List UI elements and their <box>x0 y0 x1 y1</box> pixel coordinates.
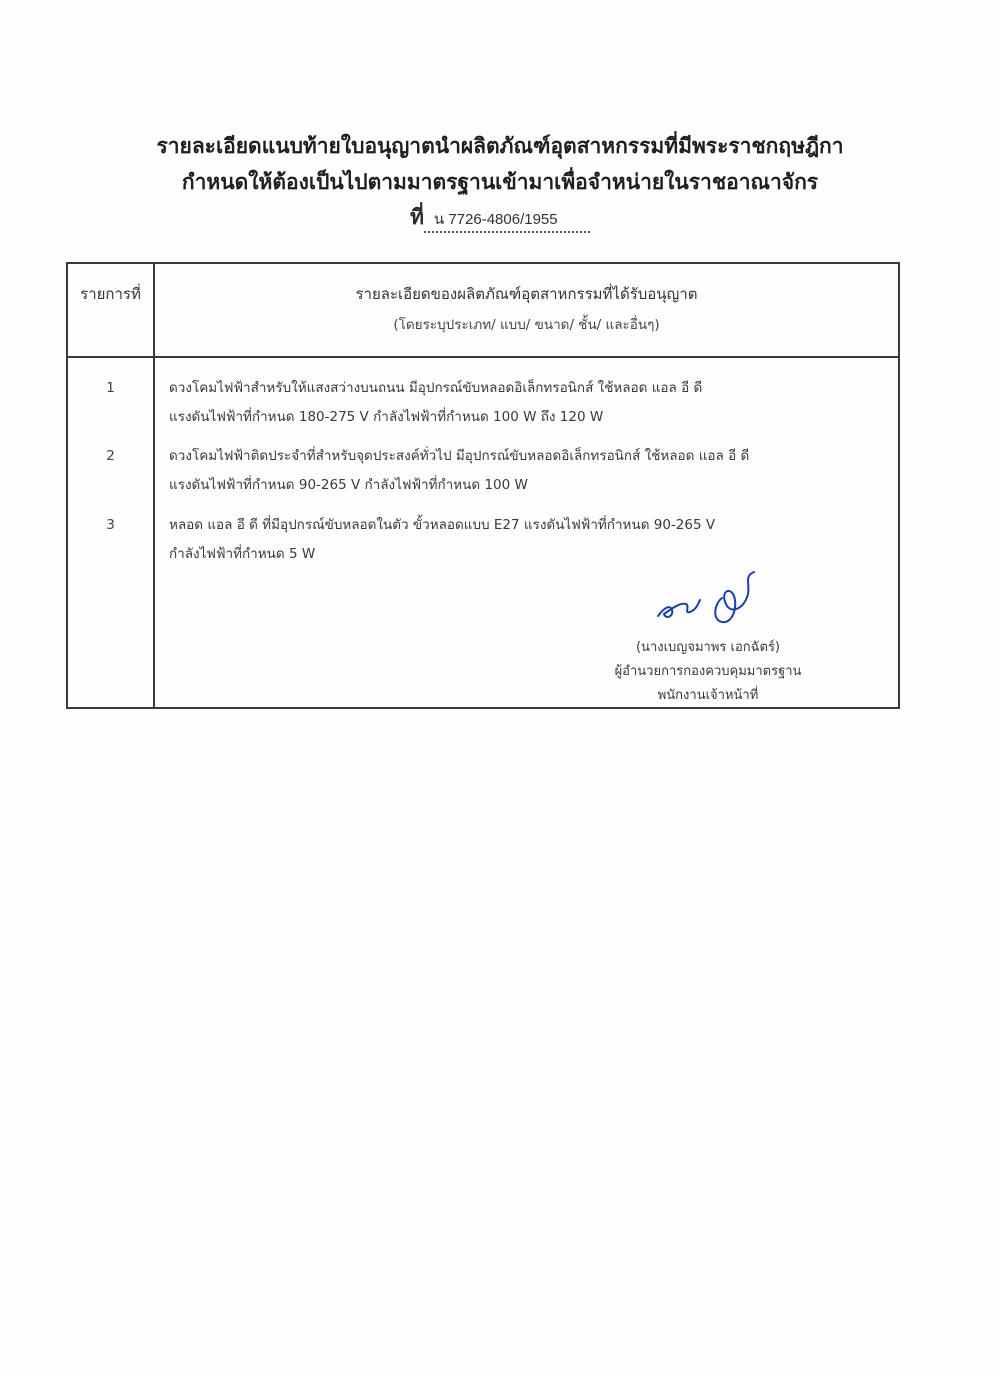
item-description-line: ดวงโคมไฟฟ้าสำหรับให้แสงสว่างบนถนน มีอุปกรณ์ขับหลอดอิเล็กทรอนิกส์ ใช้หลอด แอล อี ดี <box>169 380 703 396</box>
item-description <box>169 511 894 569</box>
handwritten-signature <box>650 564 780 636</box>
item-description-line: ดวงโคมไฟฟ้าติดประจำที่สำหรับจุดประสงค์ทั่วไป มีอุปกรณ์ขับหลอดอิเล็กทรอนิกส์ ใช้หลอด แอล อี ดี <box>169 448 750 464</box>
document-number-value: น 7726-4806/1955 <box>424 209 590 233</box>
document-header <box>0 128 1000 233</box>
signatory-name: (นางเบญจมาพร เอกฉัตร์) <box>635 640 781 655</box>
title-line-1: รายละเอียดแนบท้ายใบอนุญาตนำผลิตภัณฑ์อุตสาหกรรมที่มีพระราชกฤษฎีกา <box>156 133 844 158</box>
item-number: 1 <box>106 380 115 396</box>
document-number-row <box>0 202 1000 233</box>
item-description-line: แรงดันไฟฟ้าที่กำหนด 180-275 V กำลังไฟฟ้าที่กำหนด 100 W ถึง 120 W <box>169 409 604 425</box>
item-description-line: หลอด แอล อี ดี ที่มีอุปกรณ์ขับหลอดในตัว ขั้วหลอดแบบ E27 แรงดันไฟฟ้าที่กำหนด 90-265 V <box>169 517 716 533</box>
header-row-divider <box>68 356 898 358</box>
item-description-line: กำลังไฟฟ้าที่กำหนด 5 W <box>169 546 316 562</box>
item-description-line: แรงดันไฟฟ้าที่กำหนด 90-265 V กำลังไฟฟ้าที่กำหนด 100 W <box>169 477 528 493</box>
document-number-label: ที่ <box>410 204 424 229</box>
item-description <box>169 442 894 500</box>
column-header-detail-subtitle: (โดยระบุประเภท/ แบบ/ ขนาด/ ชั้น/ และอื่นๆ) <box>393 317 660 333</box>
signature-block <box>588 564 828 708</box>
column-header-item-no: รายการที่ <box>80 285 141 303</box>
detail-table <box>66 262 900 709</box>
column-header-detail-title: รายละเอียดของผลิตภัณฑ์อุตสาหกรรมที่ได้รับอนุญาต <box>355 285 698 303</box>
item-number: 3 <box>106 517 115 533</box>
item-number: 2 <box>106 448 115 464</box>
item-description <box>169 374 894 432</box>
signatory-position: ผู้อำนวยการกองควบคุมมาตรฐาน <box>614 664 802 679</box>
signatory-role: พนักงานเจ้าหน้าที่ <box>657 688 759 703</box>
column-header-detail <box>155 282 898 335</box>
title-line-2: กำหนดให้ต้องเป็นไปตามมาตรฐานเข้ามาเพื่อจำหน่ายในราชอาณาจักร <box>181 169 819 194</box>
